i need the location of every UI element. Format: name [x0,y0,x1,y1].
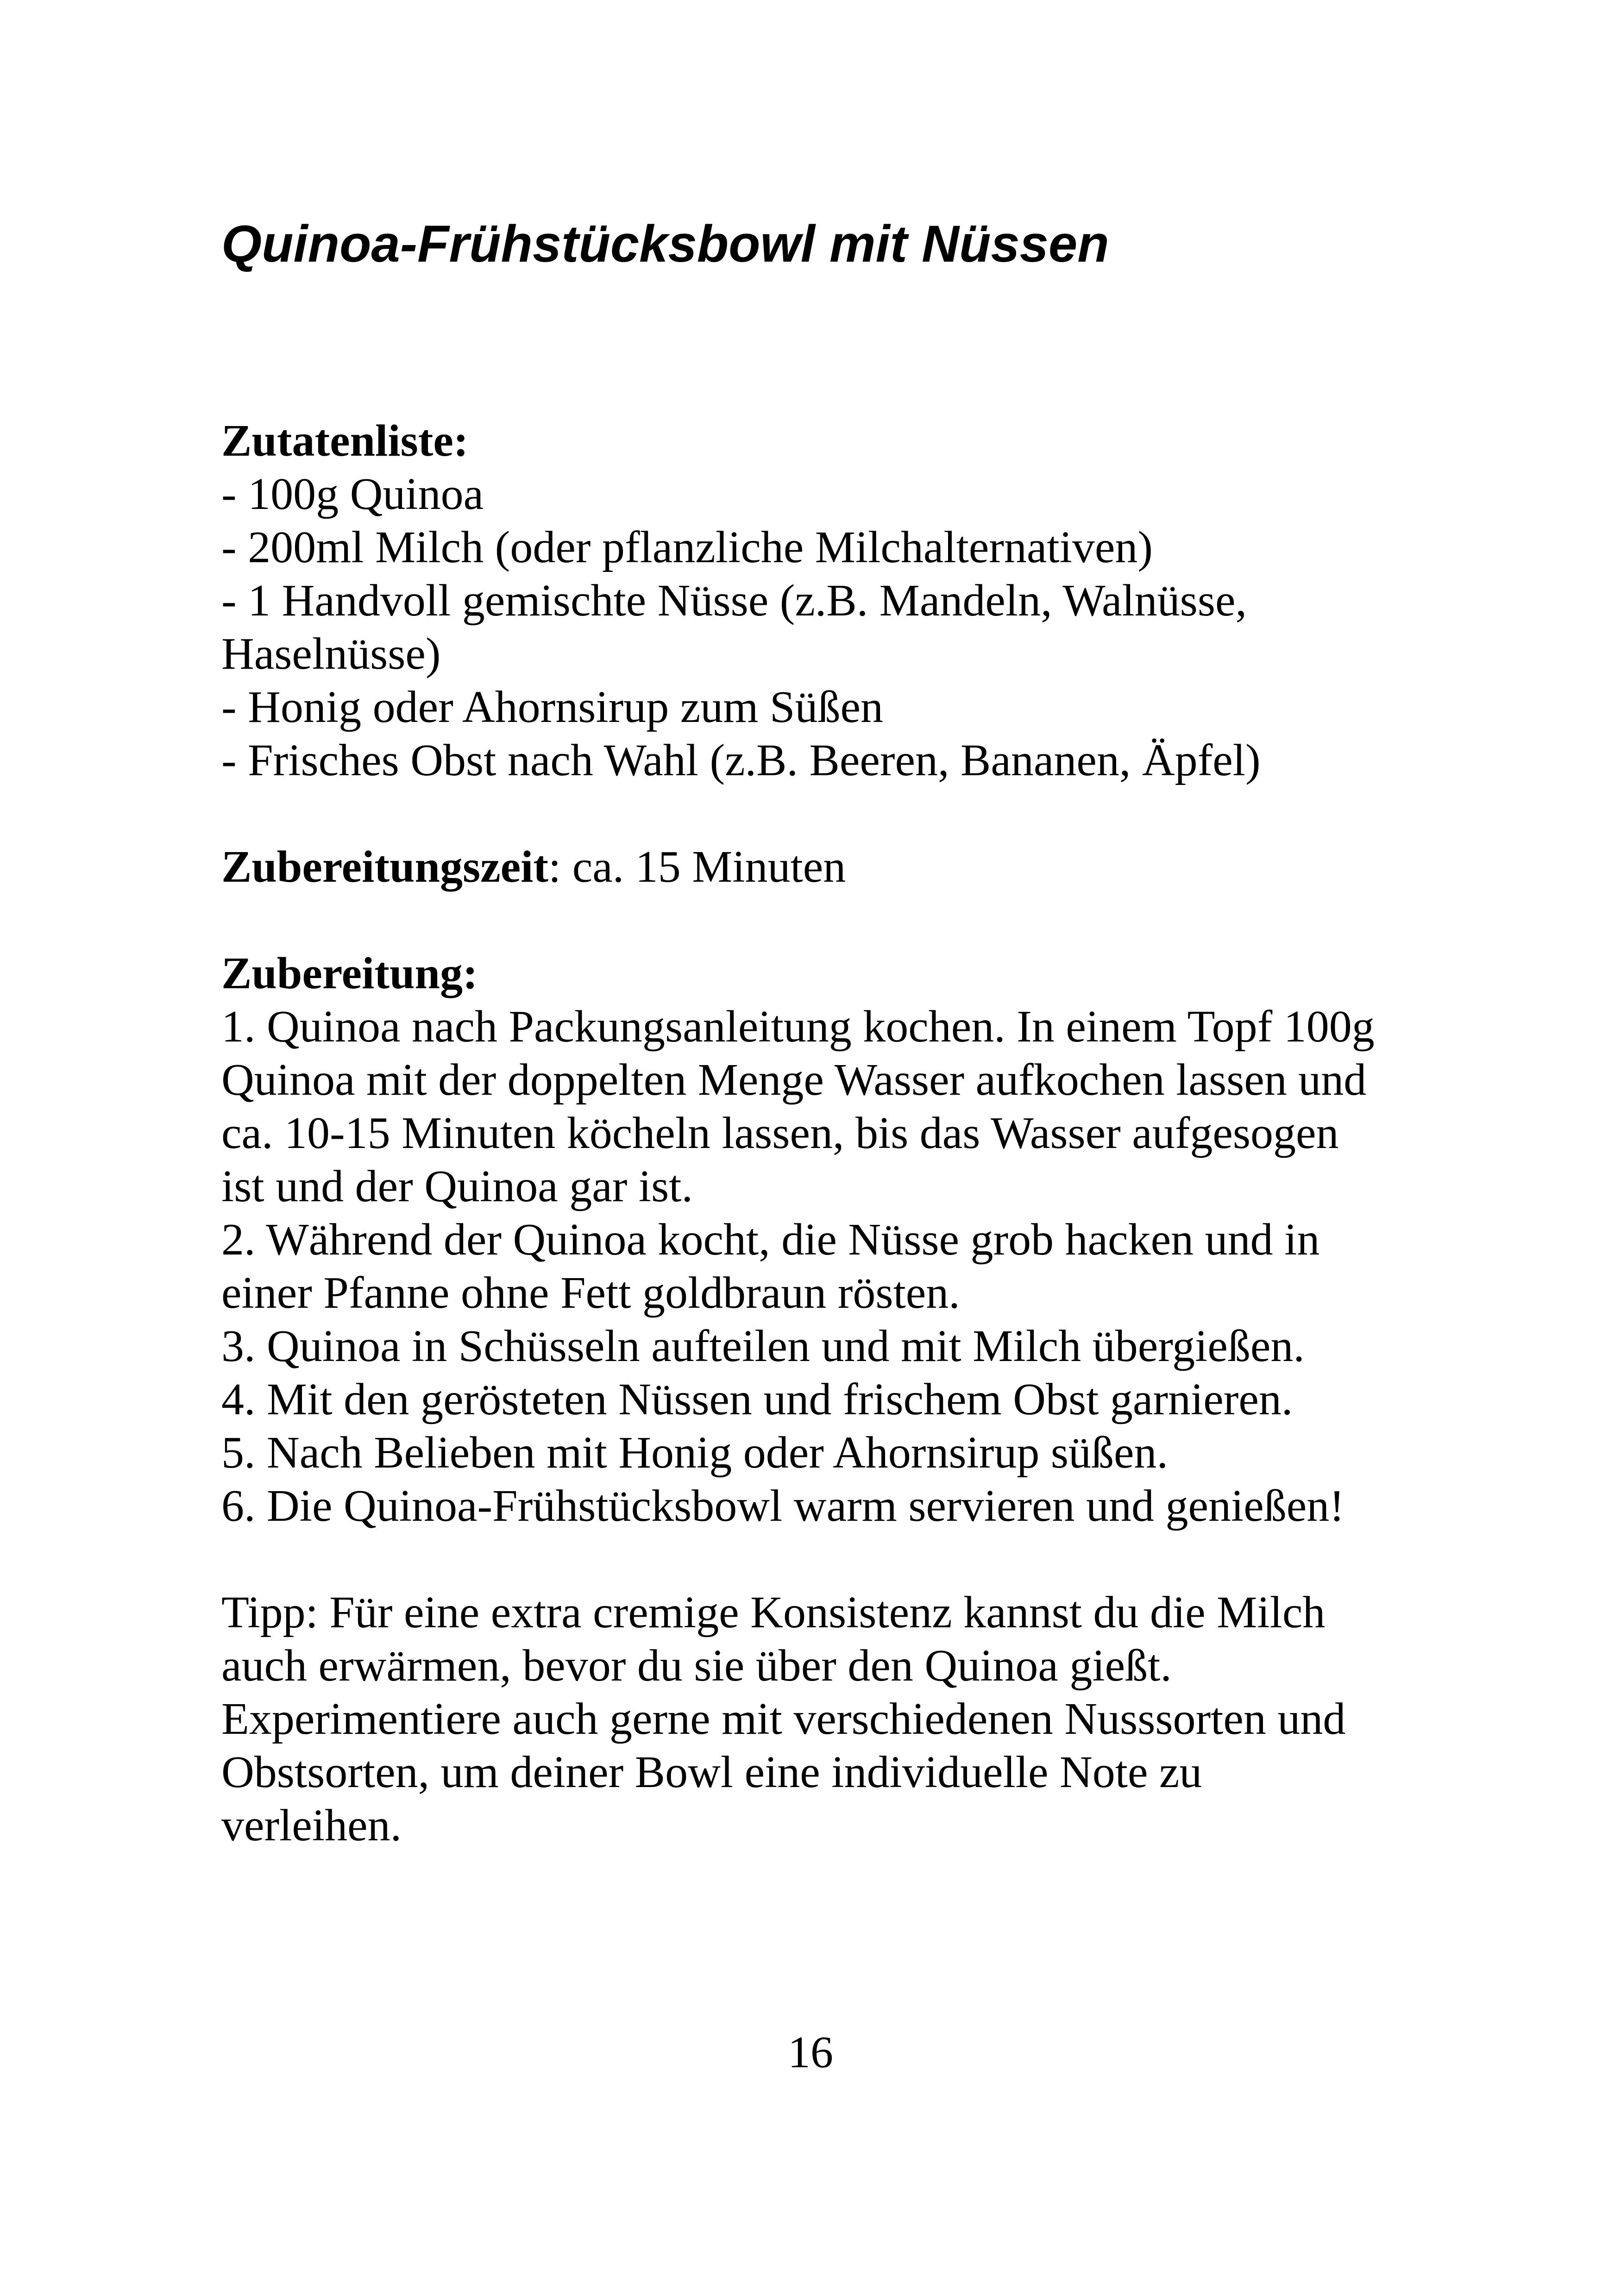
preparation-line: 5. Nach Belieben mit Honig oder Ahornsirup süßen. [221,1428,1169,1478]
preparation-line: 2. Während der Quinoa kocht, die Nüsse grob hacken und in [221,1215,1320,1265]
ingredient-line: - Honig oder Ahornsirup zum Süßen [221,682,883,732]
ingredient-line: - 1 Handvoll gemischte Nüsse (z.B. Mandeln, Walnüsse, [221,576,1247,626]
preparation-line: 4. Mit den gerösteten Nüssen und frischem Obst garnieren. [221,1374,1293,1424]
preparation-line: ist und der Quinoa gar ist. [221,1161,693,1211]
preparation-heading: Zubereitung: [221,948,478,998]
spacer [221,787,1435,841]
ingredients-section [221,414,1435,787]
preparation-section [221,947,1435,1533]
ingredient-line: - Frisches Obst nach Wahl (z.B. Beeren, Bananen, Äpfel) [221,735,1261,785]
recipe-body [221,414,1435,1852]
preparation-line: 6. Die Quinoa-Frühstücksbowl warm servieren und genießen! [221,1481,1345,1531]
tip-line: Obstsorten, um deiner Bowl eine individuelle Note zu [221,1747,1202,1797]
preparation-line: einer Pfanne ohne Fett goldbraun rösten. [221,1268,960,1318]
preparation-line: 3. Quinoa in Schüsseln aufteilen und mit Milch übergießen. [221,1321,1305,1371]
preparation-line: Quinoa mit der doppelten Menge Wasser aufkochen lassen und [221,1055,1367,1105]
recipe-title: Quinoa-Frühstücksbowl mit Nüssen [221,215,1109,273]
tip-line: Tipp: Für eine extra cremige Konsistenz kannst du die Milch [221,1587,1326,1637]
spacer [221,1533,1435,1586]
ingredient-line: - 100g Quinoa [221,469,484,519]
spacer [221,894,1435,947]
tip-line: verleihen. [221,1800,402,1851]
tip-line: auch erwärmen, bevor du sie über den Quinoa gießt. [221,1641,1172,1691]
preparation-line: 1. Quinoa nach Packungsanleitung kochen. In einem Topf 100g [221,1002,1375,1052]
ingredient-line: Haselnüsse) [221,629,441,679]
ingredients-heading: Zutatenliste: [221,416,469,466]
preparation-line: ca. 10-15 Minuten köcheln lassen, bis das Wasser aufgesogen [221,1108,1339,1158]
page-number: 16 [788,2027,833,2077]
prep-time-value: : ca. 15 Minuten [548,842,846,892]
prep-time-label: Zubereitungszeit [221,842,548,892]
tip-section [221,1586,1435,1852]
tip-line: Experimentiere auch gerne mit verschiedenen Nusssorten und [221,1694,1346,1744]
ingredient-line: - 200ml Milch (oder pflanzliche Milchalternativen) [221,522,1153,572]
prep-time [221,841,1435,894]
